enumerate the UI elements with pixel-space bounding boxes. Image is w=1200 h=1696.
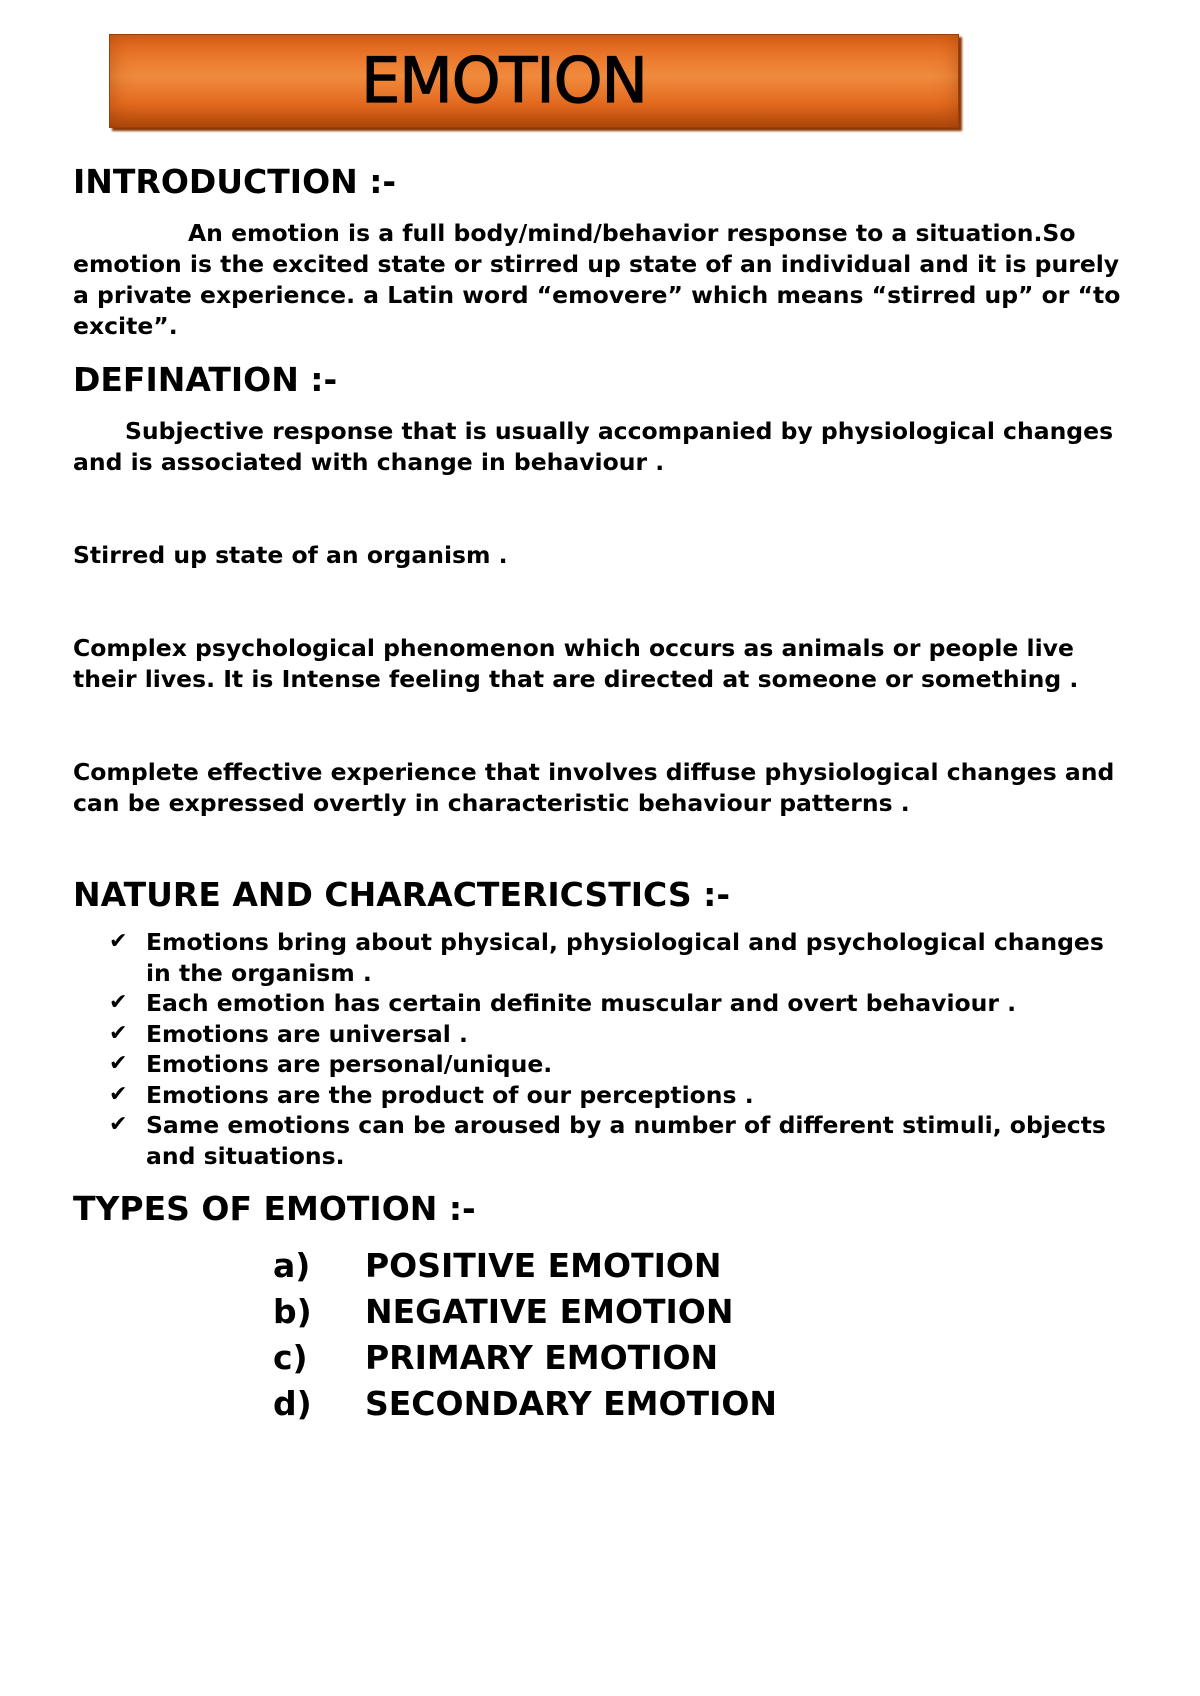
list-item-letter: a) <box>273 1246 311 1285</box>
checkmark-icon: ✔ <box>109 1020 128 1046</box>
definition-paragraph-3: Complex psychological phenomenon which occurs as animals or people live their lives. It is Intense feeling that are directed at someone or something . <box>73 634 1079 693</box>
checkmark-icon: ✔ <box>109 1081 128 1107</box>
document-body <box>73 160 1123 1427</box>
list-item-text: Emotions are universal . <box>146 1019 468 1048</box>
list-item-text: PRIMARY EMOTION <box>365 1338 719 1377</box>
list-item <box>73 1019 1123 1050</box>
list-item-text: Emotions are the product of our perceptions . <box>146 1080 754 1109</box>
nature-list <box>73 927 1123 1171</box>
definition-heading: DEFINATION :- <box>73 360 338 399</box>
list-item <box>73 1335 1123 1381</box>
definition-paragraph-4: Complete effective experience that involves diffuse physiological changes and can be expressed overtly in characteristic behaviour patterns . <box>73 758 1115 817</box>
list-item <box>73 1110 1123 1171</box>
list-item-text: Same emotions can be aroused by a number of different stimuli, objects and situations. <box>146 1111 1106 1170</box>
checkmark-icon: ✔ <box>109 1051 128 1076</box>
nature-heading: NATURE AND CHARACTERICSTICS :- <box>73 875 731 914</box>
list-item-letter: c) <box>273 1338 308 1377</box>
list-item-letter: b) <box>273 1292 312 1331</box>
checkmark-icon: ✔ <box>109 929 128 954</box>
list-item <box>73 988 1123 1019</box>
document-title: EMOTION <box>361 44 647 117</box>
list-item <box>73 1080 1123 1111</box>
definition-paragraph-2: Stirred up state of an organism . <box>73 541 508 569</box>
list-item-text: SECONDARY EMOTION <box>365 1384 778 1423</box>
types-list <box>73 1243 1123 1427</box>
list-item-text: Each emotion has certain definite muscular and overt behaviour . <box>146 989 1017 1017</box>
title-banner <box>109 34 959 128</box>
list-item <box>73 927 1123 988</box>
types-heading: TYPES OF EMOTION :- <box>73 1189 476 1228</box>
list-item <box>73 1049 1123 1080</box>
list-item <box>73 1243 1123 1289</box>
list-item-text: NEGATIVE EMOTION <box>365 1292 734 1331</box>
list-item-text: Emotions are personal/unique. <box>146 1050 553 1078</box>
checkmark-icon: ✔ <box>109 1112 128 1137</box>
introduction-heading: INTRODUCTION :- <box>73 162 397 201</box>
definition-paragraph-1: Subjective response that is usually accompanied by physiological changes and is associated with change in behaviour . <box>73 417 1114 476</box>
list-item <box>73 1289 1123 1335</box>
introduction-text: An emotion is a full body/mind/behavior response to a situation.So emotion is the excited state or stirred up state of an individual and it is purely a private experience. a Latin word “emovere” which means “stirred up” or “to excite”. <box>73 219 1121 340</box>
list-item <box>73 1381 1123 1427</box>
list-item-text: POSITIVE EMOTION <box>365 1246 722 1285</box>
list-item-text: Emotions bring about physical, physiological and psychological changes in the organism . <box>146 928 1104 987</box>
checkmark-icon: ✔ <box>109 990 128 1015</box>
list-item-letter: d) <box>273 1384 312 1423</box>
